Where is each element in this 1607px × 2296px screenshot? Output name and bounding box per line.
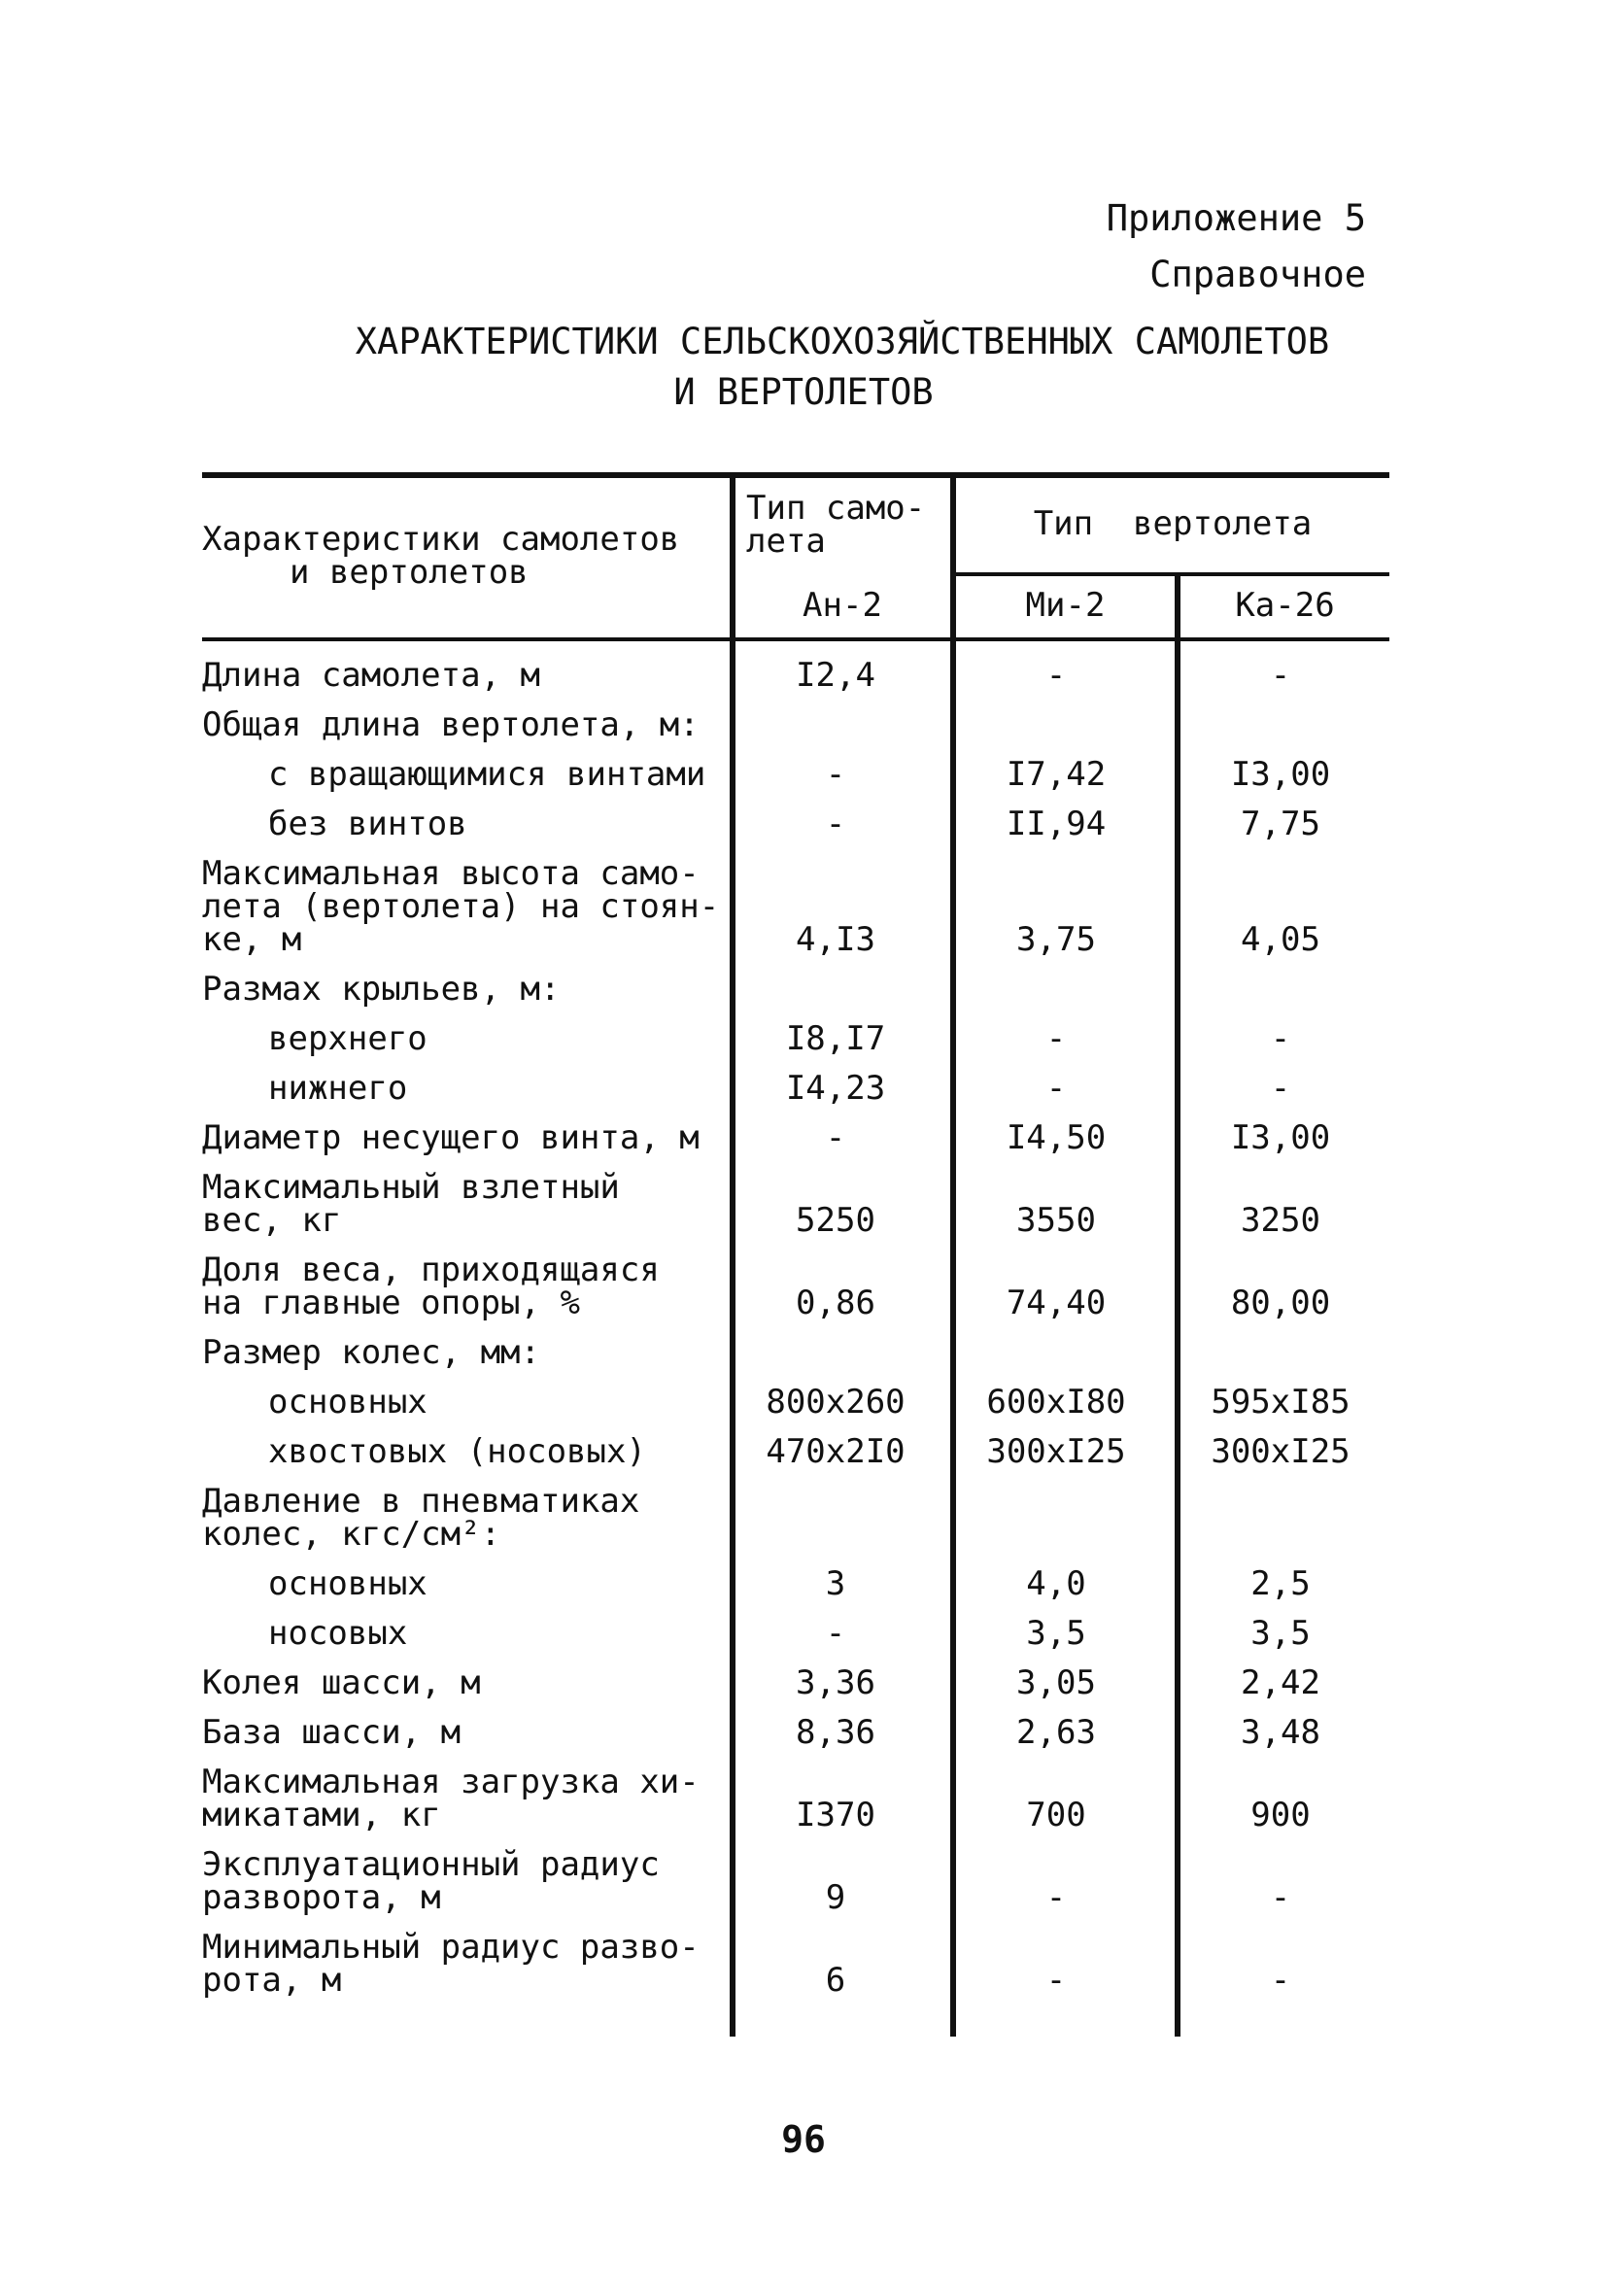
row-label-line: Максимальная высота само- xyxy=(202,854,700,893)
table-row xyxy=(202,1663,1389,1702)
cell-value-an2: 6 xyxy=(825,1961,846,2000)
row-label xyxy=(202,1765,727,1832)
cell-value-ka26: 4,05 xyxy=(1241,920,1320,959)
row-label-line: рота, м xyxy=(202,1961,342,2000)
header-heli-type: Тип вертолета xyxy=(1033,504,1313,543)
row-label xyxy=(268,805,793,843)
row-label-line: Максимальный взлетный xyxy=(202,1168,620,1207)
table-row xyxy=(202,1019,1389,1058)
row-label-line: основных xyxy=(268,1383,427,1422)
row-label-line: с вращающимися винтами xyxy=(268,755,706,794)
row-label xyxy=(202,1928,727,2000)
row-label xyxy=(202,970,727,1009)
row-label-line: разворота, м xyxy=(202,1878,441,1917)
cell-value-mi2: I4,50 xyxy=(1006,1118,1107,1157)
row-label-line: Длина самолета, м xyxy=(202,656,540,695)
table-row xyxy=(202,1118,1389,1157)
header-bottom-rule xyxy=(202,637,1389,641)
characteristics-table xyxy=(202,472,1389,2037)
cell-value-ka26: - xyxy=(1270,1961,1291,2000)
table-row xyxy=(202,1168,1389,1240)
row-label xyxy=(268,1564,793,1603)
cell-value-ka26: - xyxy=(1270,656,1291,695)
row-label-line: нижнего xyxy=(268,1069,408,1108)
cell-value-ka26: 2,42 xyxy=(1241,1663,1320,1702)
row-label-line: верхнего xyxy=(268,1019,427,1058)
title-line-2: И ВЕРТОЛЕТОВ xyxy=(673,371,934,413)
table-top-rule xyxy=(202,472,1389,478)
row-label xyxy=(202,1713,727,1752)
row-label xyxy=(268,1019,793,1058)
cell-value-an2: 4,I3 xyxy=(796,920,875,959)
table-row xyxy=(202,1765,1389,1832)
header-model-ka26: Ка-26 xyxy=(1235,586,1335,625)
row-label-line: Максимальная загрузка хи- xyxy=(202,1763,700,1801)
row-label xyxy=(202,705,727,744)
row-label-line: хвостовых (носовых) xyxy=(268,1432,646,1471)
table-row xyxy=(202,805,1389,843)
row-label-line: Размер колес, мм: xyxy=(202,1333,540,1372)
cell-value-ka26: - xyxy=(1270,1019,1291,1058)
cell-value-an2: I8,I7 xyxy=(785,1019,886,1058)
table-row xyxy=(202,970,1389,1009)
row-label xyxy=(202,1118,727,1157)
row-label xyxy=(268,1069,793,1108)
row-label xyxy=(202,1663,727,1702)
table-row xyxy=(202,1614,1389,1653)
cell-value-an2: I2,4 xyxy=(796,656,875,695)
cell-value-mi2: - xyxy=(1045,1878,1067,1917)
row-label xyxy=(202,1251,727,1322)
table-row xyxy=(202,755,1389,794)
cell-value-ka26: 900 xyxy=(1250,1796,1311,1834)
header-mid-rule xyxy=(950,572,1389,576)
cell-value-mi2: - xyxy=(1045,1069,1067,1108)
row-label xyxy=(268,1432,793,1471)
table-row xyxy=(202,1564,1389,1603)
row-label-line: Минимальный радиус разво- xyxy=(202,1928,700,1967)
cell-value-an2: 800x260 xyxy=(766,1383,906,1422)
row-label xyxy=(202,656,727,695)
cell-value-an2: - xyxy=(825,1118,846,1157)
cell-value-an2: 3,36 xyxy=(796,1663,875,1702)
cell-value-mi2: 700 xyxy=(1026,1796,1086,1834)
header-characteristics: Характеристики самолетов и вертолетов xyxy=(202,520,680,592)
row-label-line: основных xyxy=(268,1564,427,1603)
table-row xyxy=(202,1713,1389,1752)
row-label xyxy=(202,1845,727,1917)
cell-value-mi2: 4,0 xyxy=(1026,1564,1086,1603)
table-row xyxy=(202,1432,1389,1471)
cell-value-ka26: 3,5 xyxy=(1250,1614,1311,1653)
table-row xyxy=(202,1928,1389,2000)
cell-value-an2: 5250 xyxy=(796,1201,875,1240)
row-label-line: без винтов xyxy=(268,805,467,843)
cell-value-an2: I370 xyxy=(796,1796,875,1834)
appendix-category: Справочное xyxy=(1149,254,1366,295)
cell-value-an2: - xyxy=(825,805,846,843)
cell-value-mi2: I7,42 xyxy=(1006,755,1107,794)
row-label xyxy=(268,1383,793,1422)
cell-value-ka26: 2,5 xyxy=(1250,1564,1311,1603)
row-label-line: Диаметр несущего винта, м xyxy=(202,1118,700,1157)
cell-value-ka26: 7,75 xyxy=(1241,805,1320,843)
cell-value-an2: 9 xyxy=(825,1878,846,1917)
row-label xyxy=(202,854,727,959)
row-label-line: ке, м xyxy=(202,920,302,959)
page-number: 96 xyxy=(781,2118,826,2161)
table-row xyxy=(202,1383,1389,1422)
row-label-line: лета (вертолета) на стоян- xyxy=(202,887,720,926)
cell-value-an2: 0,86 xyxy=(796,1284,875,1322)
header-model-an2: Ан-2 xyxy=(803,586,882,625)
cell-value-mi2: - xyxy=(1045,1019,1067,1058)
cell-value-mi2: - xyxy=(1045,1961,1067,2000)
cell-value-ka26: 3250 xyxy=(1241,1201,1320,1240)
cell-value-mi2: II,94 xyxy=(1006,805,1107,843)
row-label-line: Эксплуатационный радиус xyxy=(202,1845,660,1884)
cell-value-ka26: 3,48 xyxy=(1241,1713,1320,1752)
cell-value-ka26: I3,00 xyxy=(1230,1118,1331,1157)
row-label-line: База шасси, м xyxy=(202,1713,462,1752)
table-row xyxy=(202,1251,1389,1322)
row-label-line: Колея шасси, м xyxy=(202,1663,481,1702)
cell-value-mi2: 3,05 xyxy=(1016,1663,1096,1702)
table-row xyxy=(202,854,1389,959)
cell-value-ka26: I3,00 xyxy=(1230,755,1331,794)
row-label-line: Общая длина вертолета, м: xyxy=(202,705,700,744)
header-plane-type: Тип само- лета xyxy=(746,489,926,561)
row-label xyxy=(202,1168,727,1240)
row-label xyxy=(202,1333,727,1372)
cell-value-an2: - xyxy=(825,755,846,794)
cell-value-ka26: - xyxy=(1270,1878,1291,1917)
row-label xyxy=(268,1614,793,1653)
row-label-line: Давление в пневматиках xyxy=(202,1482,640,1521)
row-label xyxy=(202,1482,727,1554)
cell-value-mi2: 74,40 xyxy=(1006,1284,1107,1322)
document-title xyxy=(0,317,1607,418)
cell-value-mi2: 3,75 xyxy=(1016,920,1096,959)
row-label-line: на главные опоры, % xyxy=(202,1284,580,1322)
cell-value-mi2: - xyxy=(1045,656,1067,695)
title-line-1: ХАРАКТЕРИСТИКИ СЕЛЬСКОХОЗЯЙСТВЕННЫХ САМОЛЕТОВ xyxy=(355,321,1330,362)
table-row xyxy=(202,1482,1389,1554)
header-model-mi2: Ми-2 xyxy=(1025,586,1106,625)
cell-value-an2: 3 xyxy=(825,1564,846,1603)
cell-value-ka26: 80,00 xyxy=(1230,1284,1331,1322)
appendix-header xyxy=(1107,190,1366,303)
cell-value-mi2: 3,5 xyxy=(1026,1614,1086,1653)
cell-value-an2: 470x2I0 xyxy=(766,1432,906,1471)
cell-value-an2: 8,36 xyxy=(796,1713,875,1752)
cell-value-mi2: 300xI25 xyxy=(986,1432,1126,1471)
cell-value-ka26: 300xI25 xyxy=(1211,1432,1351,1471)
cell-value-mi2: 600xI80 xyxy=(986,1383,1126,1422)
row-label-line: Размах крыльев, м: xyxy=(202,970,561,1009)
cell-value-ka26: 595xI85 xyxy=(1211,1383,1351,1422)
cell-value-mi2: 3550 xyxy=(1016,1201,1096,1240)
cell-value-ka26: - xyxy=(1270,1069,1291,1108)
row-label xyxy=(268,755,793,794)
table-row xyxy=(202,656,1389,695)
row-label-line: вес, кг xyxy=(202,1201,342,1240)
row-label-line: колес, кгс/см²: xyxy=(202,1515,501,1554)
row-label-line: микатами, кг xyxy=(202,1796,441,1834)
table-row xyxy=(202,1333,1389,1372)
row-label-line: носовых xyxy=(268,1614,408,1653)
cell-value-an2: - xyxy=(825,1614,846,1653)
table-row xyxy=(202,705,1389,744)
table-row xyxy=(202,1069,1389,1108)
cell-value-an2: I4,23 xyxy=(785,1069,886,1108)
cell-value-mi2: 2,63 xyxy=(1016,1713,1096,1752)
appendix-number: Приложение 5 xyxy=(1106,197,1366,239)
table-row xyxy=(202,1845,1389,1917)
row-label-line: Доля веса, приходящаяся xyxy=(202,1251,660,1289)
